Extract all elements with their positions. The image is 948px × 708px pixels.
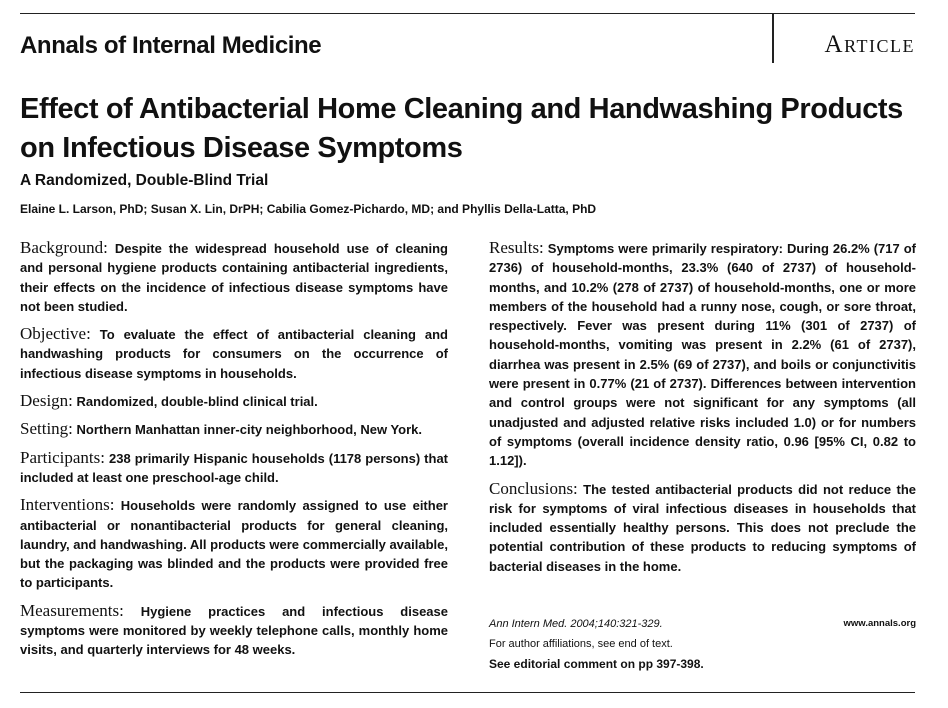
conclusions-text: The tested antibacterial products did not reduce the risk for symptoms of viral infectious diseases in households that included essentially healthy persons. This does not preclude the potential contribution of these products to reducing symptoms of bacterial diseases in the home. bbox=[489, 481, 916, 574]
measurements-heading: Measurements: bbox=[20, 600, 124, 620]
abstract-setting bbox=[20, 419, 448, 439]
setting-heading: Setting: bbox=[20, 419, 73, 439]
setting-text: Northern Manhattan inner-city neighborhood, New York. bbox=[76, 422, 423, 438]
journal-website: www.annals.org bbox=[843, 618, 916, 629]
abstract-interventions bbox=[20, 495, 448, 592]
abstract-results bbox=[489, 238, 916, 471]
results-heading: Results: bbox=[489, 238, 544, 257]
citation-block bbox=[489, 614, 916, 674]
top-rule bbox=[20, 13, 915, 14]
interventions-heading: Interventions: bbox=[20, 495, 115, 515]
article-title: Effect of Antibacterial Home Cleaning and Handwashing Products on Infectious Disease Symptoms bbox=[20, 93, 903, 164]
abstract-right-column bbox=[489, 238, 916, 584]
abstract-left-column bbox=[20, 238, 448, 668]
article-type-label: Article bbox=[824, 31, 915, 58]
results-text: Symptoms were primarily respiratory: During 26.2% (717 of 2736) of household-months, 23.3% (640 of 2737) of household-months, and 10.2% (278 of 2737) of household-months, one or more members of the household had a runny nose, cough, or sore throat, respectively. Fever was present during 11% (301 of 2737) of household-months, vomiting was present in 2.2% (61 of 2737), diarrhea was present in 2.5% (69 of 2737), and boils or conjunctivitis were present in 0.77% (21 of 2737). Differences between intervention and control groups were not significant for any symptoms (all unadjusted and adjusted relative risks included 1.0) or for numbers of symptoms (overall incidence density ratio, 0.96 [95% CI, 0.82 to 1.12]). bbox=[489, 241, 916, 469]
affiliations-note: For author affiliations, see end of text. bbox=[489, 638, 673, 650]
measurements-text: Hygiene practices and infectious disease symptoms were monitored by weekly telephone calls, monthly home visits, and quarterly interviews for 48 weeks. bbox=[20, 603, 448, 658]
design-text: Randomized, double-blind clinical trial. bbox=[76, 394, 318, 410]
article-subtitle: A Randomized, Double-Blind Trial bbox=[20, 172, 269, 189]
conclusions-heading: Conclusions: bbox=[489, 478, 578, 498]
author-list: Elaine L. Larson, PhD; Susan X. Lin, DrPH; Cabilia Gomez-Pichardo, MD; and Phyllis Della-Latta, PhD bbox=[20, 202, 597, 216]
abstract-participants bbox=[20, 448, 448, 488]
participants-text: 238 primarily Hispanic households (1178 persons) that included at least one preschool-age child. bbox=[20, 450, 448, 485]
background-heading: Background: bbox=[20, 238, 108, 257]
editorial-note: See editorial comment on pp 397-398. bbox=[489, 657, 704, 671]
design-heading: Design: bbox=[20, 391, 73, 411]
citation: Ann Intern Med. 2004;140:321-329. bbox=[489, 618, 663, 630]
header-divider bbox=[772, 13, 774, 63]
objective-heading: Objective: bbox=[20, 324, 91, 344]
abstract-background bbox=[20, 238, 448, 316]
abstract-design bbox=[20, 391, 448, 411]
journal-name: Annals of Internal Medicine bbox=[20, 32, 322, 59]
abstract-conclusions bbox=[489, 479, 916, 576]
abstract-measurements bbox=[20, 601, 448, 660]
participants-heading: Participants: bbox=[20, 447, 105, 467]
objective-text: To evaluate the effect of antibacterial cleaning and handwashing products for consumers on the occurrence of infectious disease symptoms in households. bbox=[20, 327, 448, 381]
interventions-text: Households were randomly assigned to use either antibacterial or nonantibacterial products for general cleaning, laundry, and handwashing. All products were commercially available, but the packaging was blinded and the products were provided free to participants. bbox=[20, 498, 448, 591]
background-text: Despite the widespread household use of cleaning and personal hygiene products containing antibacterial ingredients, their effects on the incidence of infectious disease symptoms have not been studied. bbox=[20, 241, 448, 314]
bottom-rule bbox=[20, 692, 915, 693]
abstract-objective bbox=[20, 324, 448, 383]
